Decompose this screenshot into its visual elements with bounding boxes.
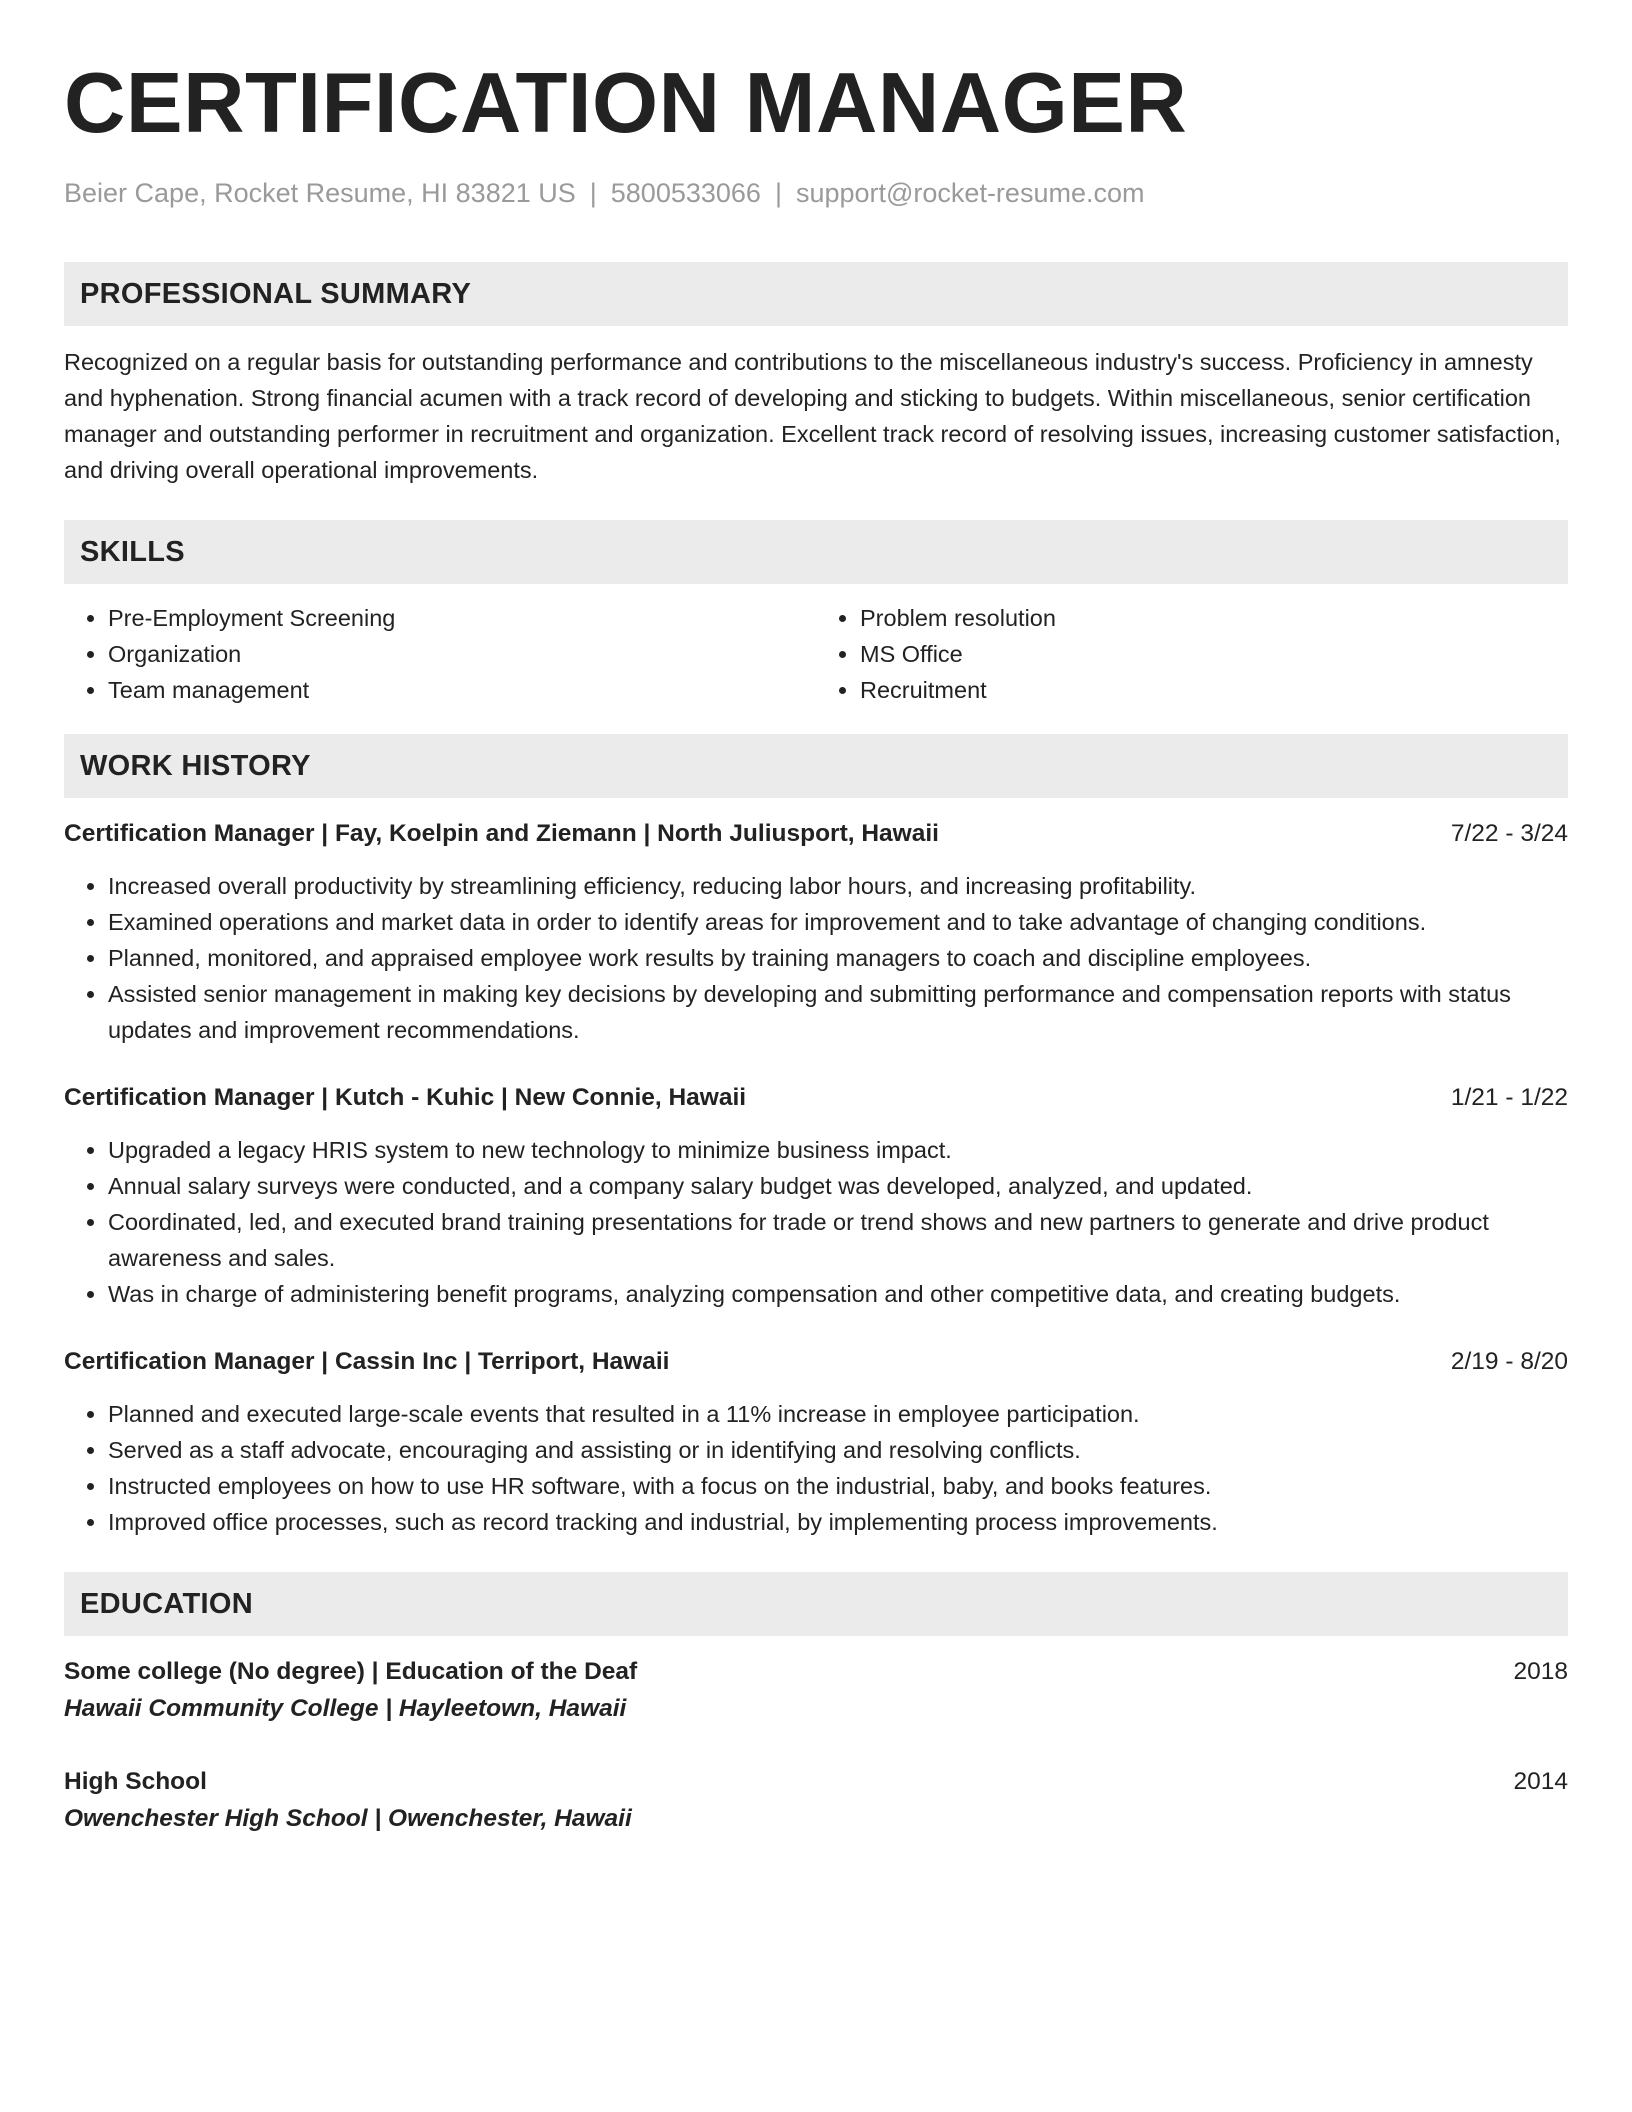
education-title: Some college (No degree) | Education of the Deaf <box>64 1658 638 1685</box>
education-entry <box>64 1654 1568 1728</box>
job-entry <box>64 816 1568 1048</box>
contact-separator: | <box>589 178 597 208</box>
job-bullet: • Upgraded a legacy HRIS system to new technology to minimize business impact. <box>108 1132 1568 1168</box>
job-title: Certification Manager | Kutch - Kuhic | New Connie, Hawaii <box>64 1084 747 1111</box>
skills-column-right <box>816 600 1568 708</box>
skill-item: • Organization <box>108 636 816 672</box>
job-entry <box>64 1080 1568 1312</box>
job-bullet: • Examined operations and market data in order to identify areas for improvement and to take advantage of changing conditions. <box>108 904 1568 940</box>
section-header-skills: SKILLS <box>64 520 1568 584</box>
education-school: Owenchester High School | Owenchester, Hawaii <box>64 1805 632 1832</box>
section-header-summary: PROFESSIONAL SUMMARY <box>64 262 1568 326</box>
job-title-row <box>64 1080 1568 1116</box>
job-bullet: • Assisted senior management in making key decisions by developing and submitting performance and compensation reports with status updates and improvement recommendations. <box>108 976 1568 1048</box>
education-title-row <box>64 1654 1568 1690</box>
contact-address: Beier Cape, Rocket Resume, HI 83821 US <box>64 178 576 208</box>
job-title-row <box>64 816 1568 852</box>
job-bullet: • Annual salary surveys were conducted, and a company salary budget was developed, analyzed, and updated. <box>108 1168 1568 1204</box>
education-title: High School <box>64 1768 207 1795</box>
summary-text: Recognized on a regular basis for outstanding performance and contributions to the miscellaneous industry's success. Proficiency in amnesty and hyphenation. Strong financial acumen with a track record of developing and sticking to budgets. Within miscellaneous, senior certification manager and outstanding performer in recruitment and organization. Excellent track record of resolving issues, increasing customer satisfaction, and driving overall operational improvements. <box>64 349 1561 483</box>
education-school: Hawaii Community College | Hayleetown, Hawaii <box>64 1695 627 1722</box>
job-bullet: • Served as a staff advocate, encouraging and assisting or in identifying and resolving conflicts. <box>108 1432 1568 1468</box>
skills-column-left <box>64 600 816 708</box>
education-year: 2018 <box>1513 1658 1568 1685</box>
education-entry <box>64 1764 1568 1838</box>
contact-phone: 5800533066 <box>610 178 761 208</box>
job-dates: 1/21 - 1/22 <box>1450 1084 1568 1111</box>
job-title: Certification Manager | Fay, Koelpin and Ziemann | North Juliusport, Hawaii <box>64 820 939 847</box>
section-header-work: WORK HISTORY <box>64 734 1568 798</box>
contact-email: support@rocket-resume.com <box>795 178 1145 208</box>
job-dates: 7/22 - 3/24 <box>1450 820 1568 847</box>
job-bullet: • Was in charge of administering benefit programs, analyzing compensation and other competitive data, and creating budgets. <box>108 1276 1568 1312</box>
education-year: 2014 <box>1513 1768 1568 1795</box>
skill-item: • Recruitment <box>860 672 1568 708</box>
job-bullet: • Increased overall productivity by streamlining efficiency, reducing labor hours, and increasing profitability. <box>108 868 1568 904</box>
job-bullet: • Planned, monitored, and appraised employee work results by training managers to coach and discipline employees. <box>108 940 1568 976</box>
skills-list <box>64 600 1568 708</box>
skill-item: • Problem resolution <box>860 600 1568 636</box>
contact-line <box>64 176 1568 210</box>
education-title-row <box>64 1764 1568 1800</box>
job-bullet: • Instructed employees on how to use HR software, with a focus on the industrial, baby, and books features. <box>108 1468 1568 1504</box>
job-dates: 2/19 - 8/20 <box>1450 1348 1568 1375</box>
job-entry <box>64 1344 1568 1540</box>
job-title-row <box>64 1344 1568 1380</box>
contact-separator: | <box>774 178 782 208</box>
resume-title: CERTIFICATION MANAGER <box>64 56 1188 151</box>
job-bullet: • Planned and executed large-scale events that resulted in a 11% increase in employee participation. <box>108 1396 1568 1432</box>
job-title: Certification Manager | Cassin Inc | Terriport, Hawaii <box>64 1348 670 1375</box>
job-bullets <box>64 1132 1568 1312</box>
job-bullet: • Coordinated, led, and executed brand training presentations for trade or trend shows and new partners to generate and drive product awareness and sales. <box>108 1204 1568 1276</box>
job-bullet: • Improved office processes, such as record tracking and industrial, by implementing process improvements. <box>108 1504 1568 1540</box>
skill-item: • Pre-Employment Screening <box>108 600 816 636</box>
skill-item: • MS Office <box>860 636 1568 672</box>
section-header-education: EDUCATION <box>64 1572 1568 1636</box>
skill-item: • Team management <box>108 672 816 708</box>
job-bullets <box>64 1396 1568 1540</box>
job-bullets <box>64 868 1568 1048</box>
